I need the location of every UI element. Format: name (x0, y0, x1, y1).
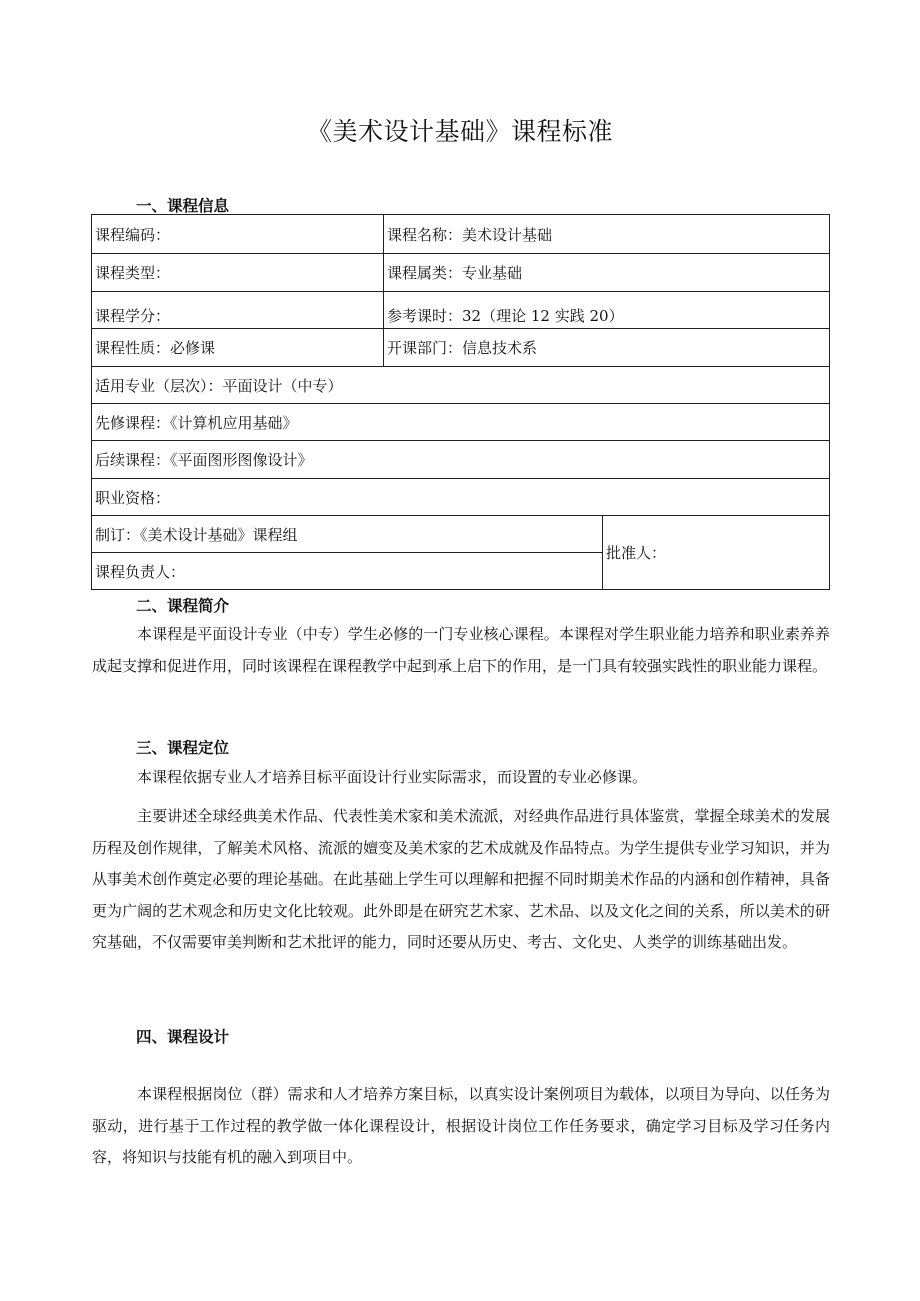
owner-cell: 课程负责人： (92, 553, 603, 590)
table-row (92, 367, 830, 404)
paragraph-course-design: 本课程根据岗位（群）需求和人才培养方案目标，以真实设计案例项目为载体，以项目为导向、以任务为驱动，进行基于工作过程的教学做一体化课程设计，根据设计岗位工作任务要求，确定学习目标及学习任务内容，将知识与技能有机的融入到项目中。 (92, 1085, 830, 1166)
section-heading-course-intro: 二、课程简介 (136, 597, 230, 615)
course-info-table (91, 214, 830, 590)
table-row (92, 254, 830, 292)
section-heading-course-info: 一、课程信息 (136, 197, 230, 215)
section-heading-course-positioning: 三、课程定位 (136, 739, 230, 757)
prereq-cell: 先修课程：《计算机应用基础》 (92, 404, 830, 441)
table-row (92, 404, 830, 441)
table-row (92, 292, 830, 329)
document-title: 《美术设计基础》课程标准 (306, 117, 613, 146)
paragraph-positioning-2: 主要讲述全球经典美术作品、代表性美术家和美术流派，对经典作品进行具体鉴赏，掌握全球美术的发展历程及创作规律，了解美术风格、流派的嬗变及美术家的艺术成就及作品特点。为学生提供专业学习知识，并为从事美术创作奠定必要的理论基础。在此基础上学生可以理解和把握不同时期美术作品的内涵和创作精神，具备更为广阔的艺术观念和历史文化比较观。此外即是在研究艺术家、艺术品、以及文化之间的关系，所以美术的研究基础，不仅需要审美判断和艺术批评的能力，同时还要从历史、考古、文化史、人类学的训练基础出发。 (92, 807, 830, 951)
credits-cell: 课程学分： (92, 292, 384, 329)
table-row (92, 516, 830, 553)
followup-cell: 后续课程：《平面图形图像设计》 (92, 441, 830, 479)
approver-cell: 批准人： (603, 516, 830, 590)
paragraph-course-intro: 本课程是平面设计专业（中专）学生必修的一门专业核心课程。本课程对学生职业能力培养和职业素养养成起支撑和促进作用，同时该课程在课程教学中起到承上启下的作用，是一门具有较强实践性的职业能力课程。 (92, 625, 830, 675)
course-code-cell: 课程编码： (92, 215, 384, 254)
drafted-by-cell: 制订：《美术设计基础》课程组 (92, 516, 603, 553)
table-row (92, 479, 830, 516)
table-row (92, 441, 830, 479)
hours-cell: 参考课时：32（理论 12 实践 20） (384, 292, 830, 329)
department-cell: 开课部门：信息技术系 (384, 329, 830, 367)
table-row (92, 329, 830, 367)
major-cell: 适用专业（层次）：平面设计（中专） (92, 367, 830, 404)
nature-cell: 课程性质：必修课 (92, 329, 384, 367)
course-name-cell: 课程名称：美术设计基础 (384, 215, 830, 254)
course-category-cell: 课程属类：专业基础 (384, 254, 830, 292)
course-type-cell: 课程类型： (92, 254, 384, 292)
paragraph-positioning-1: 本课程依据专业人才培养目标平面设计行业实际需求，而设置的专业必修课。 (137, 768, 648, 786)
qualification-cell: 职业资格： (92, 479, 830, 516)
section-heading-course-design: 四、课程设计 (136, 1028, 230, 1046)
table-row (92, 215, 830, 254)
